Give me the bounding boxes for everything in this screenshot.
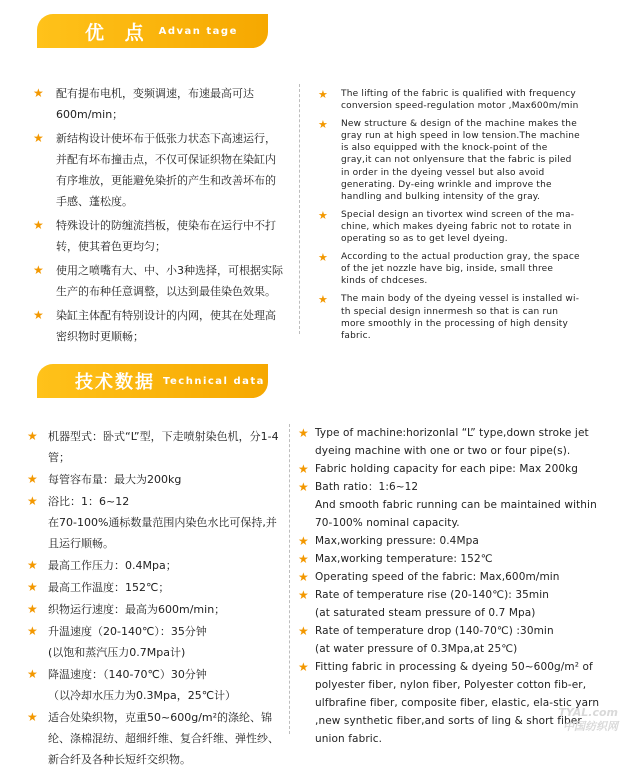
- list-item: [27, 577, 280, 598]
- technical-title-zh: 技术数据: [75, 372, 155, 393]
- list-item: [298, 586, 603, 622]
- star-icon: ★: [298, 660, 309, 674]
- item-text: 配有提布电机，变频调速，布速最高可达600m/min；: [56, 87, 254, 121]
- technical-list-zh: [27, 426, 280, 771]
- item-text: 每管容布量：最大为200kg: [48, 473, 182, 486]
- item-text: Fitting fabric in processing & dyeing 50~600g/m² of polyester fiber, nylon fiber, Polyester cotton fib-er, ulfbrafine fiber, composite fiber, elastic, ela-stic yarn ,new synthetic fiber,and sorts of ling & short fiber union fabric.: [315, 661, 600, 745]
- list-item: [27, 426, 280, 468]
- list-item: [27, 621, 280, 663]
- star-icon: ★: [318, 251, 329, 265]
- item-text: 新结构设计使坏布于低张力状态下高速运行，并配有坏布撞击点，不仅可保证织物在染缸内有序堆放，更能避免染折的产生和改善坏布的手感、蓬松度。: [56, 132, 276, 208]
- item-text: (at water pressure of 0.3Mpa,at 25℃): [315, 643, 518, 655]
- item-text: The main body of the dyeing vessel is installed wi-th special design innermesh so that is can run more smoothly in the processing of high density fabric.: [341, 294, 580, 341]
- star-icon: ★: [318, 293, 329, 307]
- star-icon: ★: [298, 570, 309, 584]
- item-text: 机器型式：卧式“L”型，下走喷射染色机，分1-4管；: [48, 430, 279, 464]
- item-text: According to the actual production gray, the space of the jet nozzle have big, inside, small three kinds of chdceses.: [341, 252, 580, 287]
- item-text: Operating speed of the fabric: Max,600m/min: [315, 571, 560, 583]
- list-item: [27, 664, 280, 706]
- technical-title-en: Technical data: [163, 375, 265, 387]
- item-text: Bath ratio：1:6~12: [315, 481, 419, 493]
- item-text: 适合处染织物，克重50~600g/m²的涤纶、锦纶、涤棉混纺、超细纤维、复合纤维、弹性纱、新合纤及各种长短纤交织物。: [48, 711, 279, 766]
- advantage-title-zh: 优 点: [85, 21, 151, 44]
- list-item: [27, 599, 280, 620]
- item-text: 最高工作压力：0.4Mpa；: [48, 559, 177, 572]
- list-item: [298, 478, 603, 532]
- list-item: [298, 568, 603, 586]
- star-icon: ★: [298, 480, 309, 494]
- star-icon: ★: [298, 588, 309, 602]
- list-item: [33, 83, 283, 125]
- list-item: [318, 209, 580, 245]
- item-text: 织物运行速度：最高为600m/min；: [48, 603, 226, 616]
- list-item: [27, 555, 280, 576]
- star-icon: ★: [27, 710, 38, 724]
- watermark-line2: 中国纺织网: [563, 720, 618, 733]
- item-text: Max,working pressure: 0.4Mpa: [315, 535, 479, 547]
- item-text: (at saturated steam pressure of 0.7 Mpa): [315, 607, 536, 619]
- star-icon: ★: [27, 558, 38, 572]
- star-icon: ★: [298, 624, 309, 638]
- item-text: 升温速度（20-140℃）：35分钟: [48, 625, 207, 638]
- star-icon: ★: [27, 667, 38, 681]
- item-text: 使用之喷嘴有大、中、小3种选择，可根据实际生产的布种任意调整，以达到最佳染色效果。: [56, 264, 283, 298]
- item-text: （以冷却水压力为0.3Mpa，25℃计）: [48, 689, 237, 702]
- list-item: [318, 118, 580, 203]
- technical-list-en: [298, 424, 603, 748]
- list-item: [298, 658, 603, 748]
- item-text: (以饱和蒸汽压力0.7Mpa计): [48, 646, 186, 659]
- list-item: [298, 532, 603, 550]
- star-icon: ★: [27, 472, 38, 486]
- list-item: [27, 469, 280, 490]
- star-icon: ★: [27, 494, 38, 508]
- item-text: New structure & design of the machine makes the gray run at high speed in low tension.The machine is also equipped with the knock-point of the gray,it can not onlyensure that the fabric is piled in order in the dyeing vessel but also avoid generating. Dy-eing wrinkle and improve the handling and bulking intensity of the gray.: [341, 119, 580, 202]
- item-text: Special design an tivortex wind screen of the ma-chine, which makes dyeing fabric not to rotate in operating so as to get level dyeing.: [341, 209, 575, 245]
- list-item: [298, 460, 603, 478]
- item-text: 降温速度：（140-70℃）30分钟: [48, 668, 207, 681]
- list-item: [298, 424, 603, 460]
- star-icon: ★: [33, 131, 44, 145]
- advantage-banner: [37, 14, 268, 48]
- column-divider: [299, 84, 300, 334]
- star-icon: ★: [318, 88, 329, 101]
- star-icon: ★: [318, 118, 329, 132]
- item-text: Rate of temperature drop (140-70℃) :30min: [315, 625, 554, 637]
- list-item: [298, 622, 603, 658]
- list-item: [318, 293, 580, 341]
- item-text: 染缸主体配有特别设计的内网，使其在处理高密织物时更顺畅；: [56, 309, 276, 343]
- list-item: [318, 88, 580, 112]
- list-item: [27, 707, 280, 770]
- list-item: [33, 305, 283, 347]
- star-icon: ★: [298, 552, 309, 566]
- watermark: [526, 706, 618, 734]
- list-item: [27, 491, 280, 554]
- column-divider: [289, 424, 290, 734]
- star-icon: ★: [33, 263, 44, 277]
- technical-banner: [37, 364, 268, 398]
- item-text: And smooth fabric running can be maintained within 70-100% nominal capacity.: [315, 499, 597, 529]
- advantage-title-en: Advan tage: [158, 25, 238, 37]
- item-text: 最高工作温度：152℃；: [48, 581, 170, 594]
- star-icon: ★: [27, 429, 38, 443]
- list-item: [298, 550, 603, 568]
- star-icon: ★: [298, 426, 309, 440]
- star-icon: ★: [298, 462, 309, 476]
- list-item: [33, 260, 283, 302]
- watermark-line1: TYAL.com: [558, 706, 618, 719]
- list-item: [33, 128, 283, 212]
- item-text: Fabric holding capacity for each pipe: Max 200kg: [315, 463, 579, 475]
- item-text: Type of machine:horizonlal “L” type,down stroke jet dyeing machine with one or two or four pipe(s).: [315, 427, 589, 457]
- item-text: 特殊设计的防缠流挡板，使染布在运行中不打转，使其着色更均匀；: [56, 219, 276, 253]
- star-icon: ★: [33, 86, 44, 100]
- star-icon: ★: [318, 208, 329, 222]
- list-item: [33, 215, 283, 257]
- star-icon: ★: [27, 580, 38, 594]
- item-text: Max,working temperature: 152℃: [315, 553, 493, 565]
- star-icon: ★: [33, 308, 44, 322]
- item-text: The lifting of the fabric is qualified with frequency conversion speed-regulation motor ,Max600m/min: [341, 89, 579, 112]
- item-text: 浴比：1：6~12: [48, 495, 130, 508]
- star-icon: ★: [33, 218, 44, 232]
- item-text: 在70-100%通标数量范围内染色水比可保持,并且运行顺畅。: [48, 516, 277, 550]
- advantage-list-zh: [33, 83, 283, 350]
- star-icon: ★: [27, 602, 38, 616]
- advantage-list-en: [318, 88, 580, 348]
- item-text: Rate of temperature rise (20-140℃): 35min: [315, 589, 550, 601]
- star-icon: ★: [298, 534, 309, 548]
- list-item: [318, 251, 580, 287]
- star-icon: ★: [27, 624, 38, 638]
